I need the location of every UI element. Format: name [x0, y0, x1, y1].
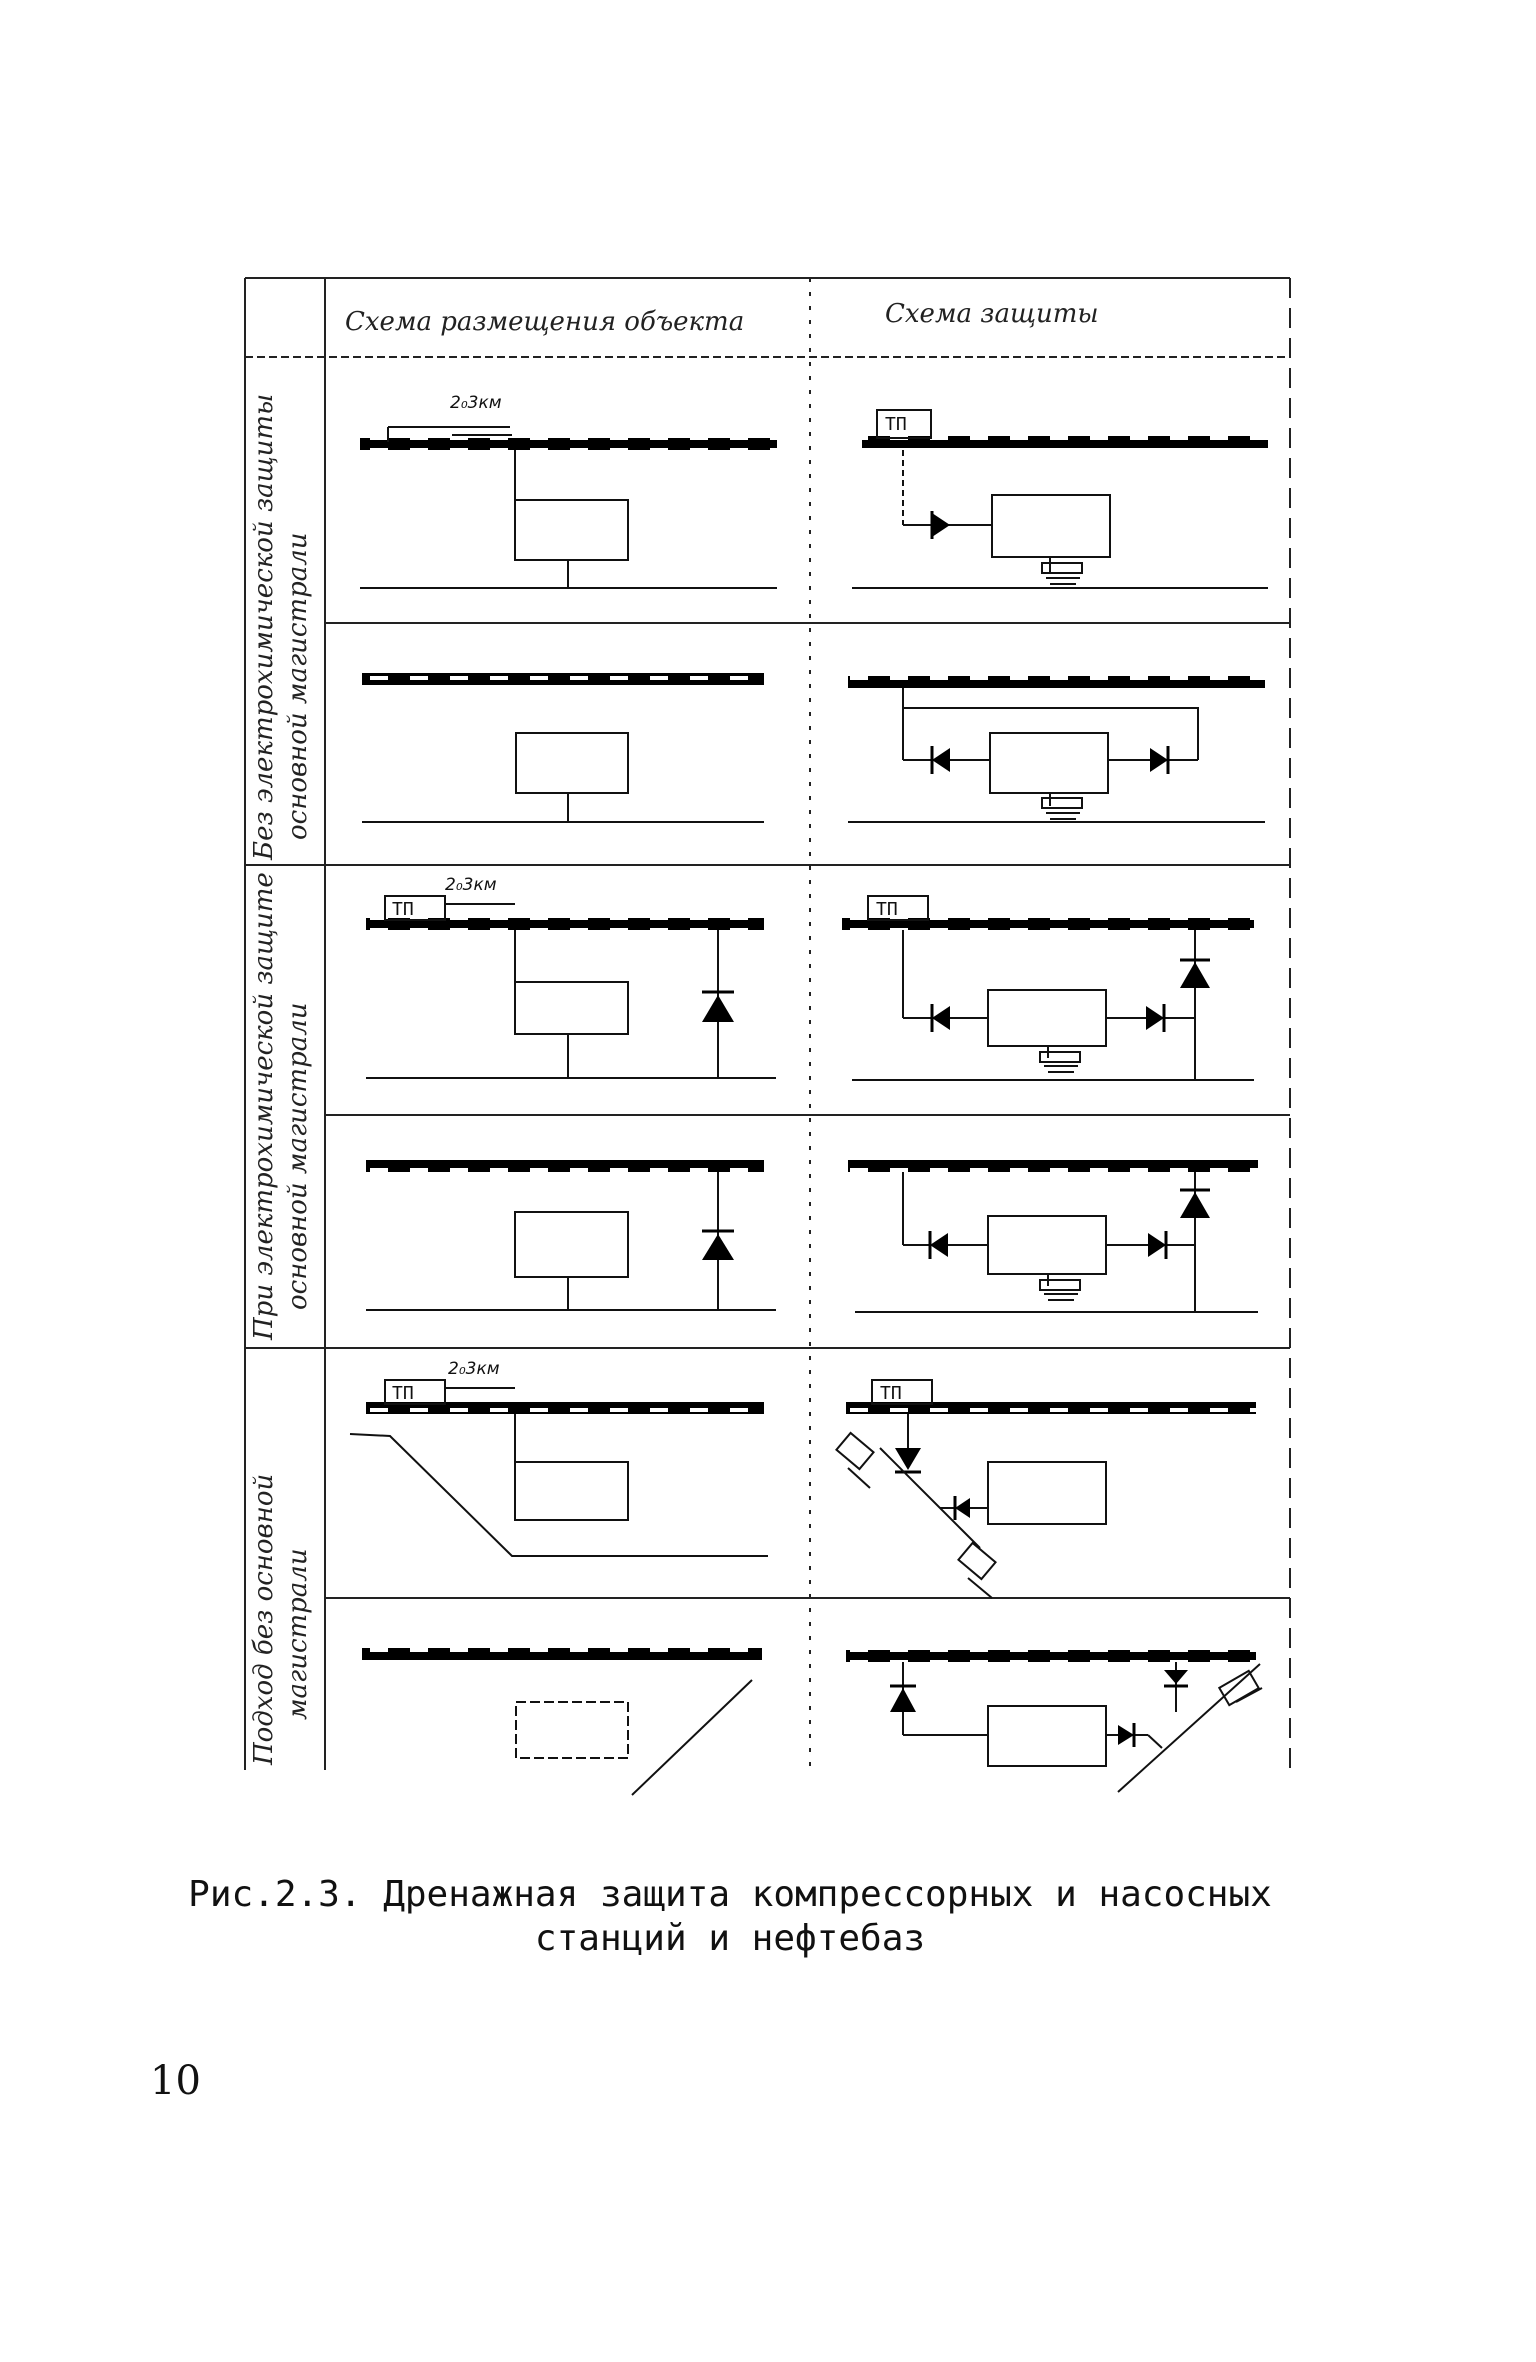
diode [702, 1234, 734, 1260]
station-box [992, 495, 1110, 557]
pipeline [360, 438, 777, 450]
group-label-2-line2: основной магистрали [283, 1002, 313, 1310]
branch-pipeline [1118, 1664, 1260, 1792]
row6-protection-schema [846, 1650, 1262, 1792]
header-left-label: Схема размещения объекта [345, 307, 745, 337]
diode [1148, 1233, 1166, 1257]
ground-electrode [1042, 557, 1082, 584]
station-box [990, 733, 1108, 793]
distance-label: 2₀3км [448, 1359, 500, 1379]
station-box [515, 500, 628, 560]
tp-label: ТП [876, 899, 898, 920]
diode [1164, 1670, 1188, 1684]
diode [1118, 1725, 1134, 1745]
row4-placement-schema [366, 1160, 776, 1310]
group-label-1-line2: основной магистрали [283, 532, 313, 840]
ground-electrode [836, 1433, 873, 1488]
pipeline [366, 1160, 764, 1172]
group-label-2-line1: При электрохимической защите [249, 872, 279, 1340]
header-right-label: Схема защиты [885, 299, 1099, 329]
caption-line-1: Рис.2.3. Дренажная защита компрессорных и насосных [188, 1874, 1272, 1915]
station-box [515, 1212, 628, 1277]
station-box [988, 990, 1106, 1046]
pipeline [848, 1160, 1258, 1172]
pipeline [362, 1648, 762, 1660]
pipeline [846, 1650, 1256, 1662]
station-box [516, 1702, 628, 1758]
table-frame [245, 278, 1290, 1770]
row4-protection-schema [848, 1160, 1258, 1312]
group-label-3 [249, 1474, 313, 1766]
row3-protection-schema [842, 896, 1254, 1080]
branch-pipeline [632, 1680, 752, 1795]
row1-protection-schema [852, 410, 1268, 588]
tp-label: ТП [880, 1383, 902, 1404]
station-box [516, 733, 628, 793]
diode [1150, 748, 1168, 772]
diode [930, 1233, 948, 1257]
ground-electrode [958, 1543, 995, 1598]
group-label-2 [249, 872, 313, 1341]
diode [955, 1498, 970, 1518]
row2-protection-schema [848, 676, 1265, 822]
pipeline [848, 676, 1265, 688]
row6-placement-schema [362, 1648, 762, 1795]
ground-electrode [1042, 793, 1082, 819]
group-label-1-line1: Без электрохимической защиты [249, 393, 279, 860]
ground-electrode [1040, 1274, 1080, 1300]
diode [1146, 1006, 1164, 1030]
station-box [988, 1216, 1106, 1274]
distance-label: 2₀3км [450, 393, 502, 413]
diode [890, 1688, 916, 1712]
row5-protection-schema [836, 1380, 1256, 1598]
row3-placement-schema [366, 875, 776, 1078]
row2-placement-schema [362, 673, 764, 822]
diode [1180, 962, 1210, 988]
distance-label: 2₀3км [445, 875, 497, 895]
row1-placement-schema [360, 393, 777, 588]
group-label-3-line2: магистрали [283, 1548, 313, 1720]
caption-line-2: станций и нефтебаз [534, 1918, 926, 1959]
group-label-3-line1: Подход без основной [249, 1473, 279, 1765]
branch-pipeline [350, 1434, 768, 1556]
group-label-1 [249, 394, 313, 861]
ground-electrode [1040, 1046, 1080, 1072]
pipeline [362, 673, 764, 685]
diode [1180, 1192, 1210, 1218]
tp-label: ТП [885, 414, 907, 435]
diode [702, 995, 734, 1022]
station-box [515, 982, 628, 1034]
station-box [988, 1706, 1106, 1766]
ground-electrode [1219, 1671, 1262, 1705]
tp-label: ТП [392, 1383, 414, 1404]
row5-placement-schema [350, 1359, 768, 1556]
page-number: 10 [150, 2058, 201, 2104]
station-box [515, 1462, 628, 1520]
tp-label: ТП [392, 899, 414, 920]
diode [932, 1006, 950, 1030]
diode [932, 748, 950, 772]
station-box [988, 1462, 1106, 1524]
figure-caption [180, 1873, 1280, 1961]
diode [932, 513, 950, 537]
